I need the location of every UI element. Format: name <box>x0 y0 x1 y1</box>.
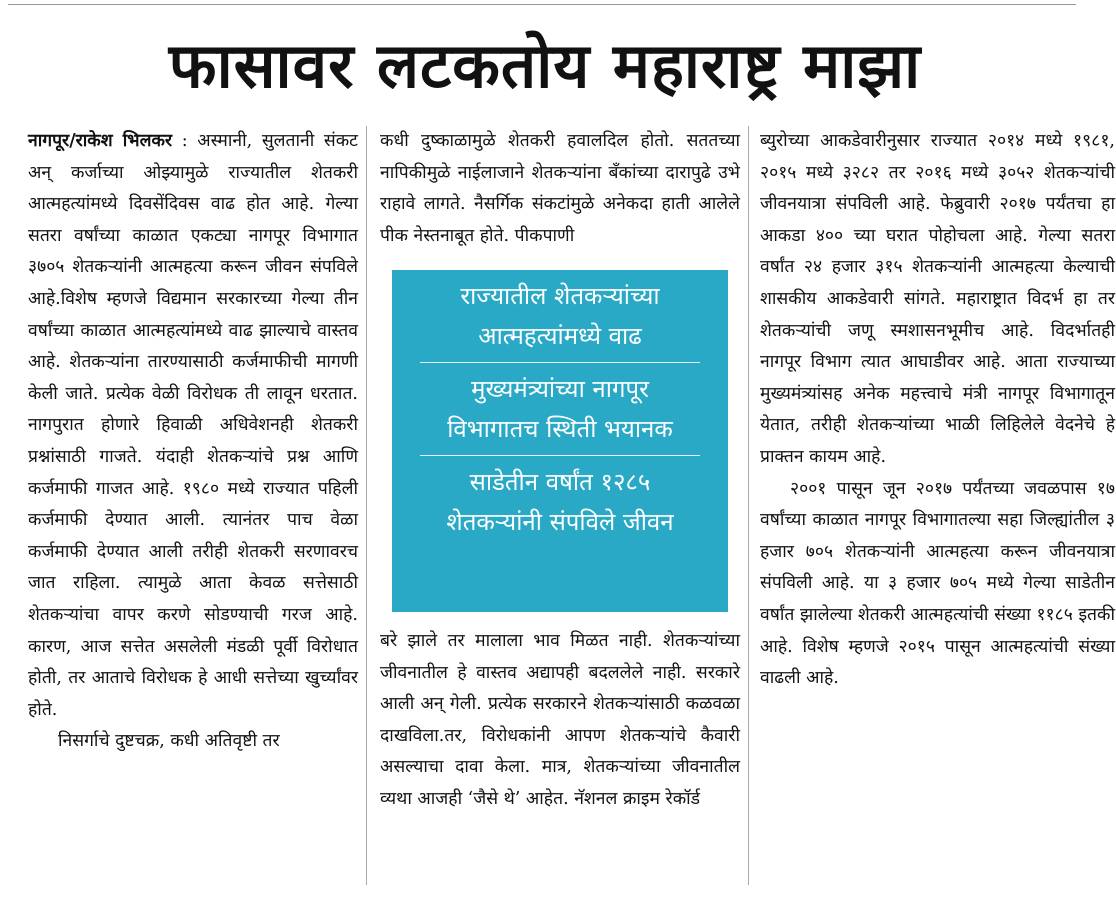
highlight-line: विभागातच स्थिती भयानक <box>447 415 673 443</box>
highlight-box <box>392 270 728 612</box>
paragraph: ब्युरोच्या आकडेवारीनुसार राज्यात २०१४ मध्ये १९८१, २०१५ मध्ये ३२८२ तर २०१६ मध्ये ३०५२ शेतकऱ्यांची जीवनयात्रा संपविली आहे. फेब्रुवारी २०१७ पर्यंतचा हा आकडा ४०० च्या घरात पोहोचला आहे. गेल्या सतरा वर्षांत २४ हजार ३१५ शेतकऱ्यांनी आत्महत्या केल्याची शासकीय आकडेवारी सांगते. महाराष्ट्रात विदर्भ हा तर शेतकऱ्यांची जणू स्मशासनभूमीच आहे. विदर्भातही नागपूर विभाग त्यात आघाडीवर आहे. आता राज्याच्या मुख्यमंत्र्यांसह अनेक महत्त्वाचे मंत्री नागपूर विभागातून येतात, तरीही शेतकऱ्यांच्या भाळी लिहिलेले वेदनेचे हे प्राक्तन कायम आहे. <box>760 131 1115 467</box>
paragraph <box>28 126 358 726</box>
highlight-line: शेतकऱ्यांनी संपविले जीवन <box>446 508 674 536</box>
highlight-line: आत्महत्यांमध्ये वाढ <box>478 322 642 350</box>
highlight-line: मुख्यमंत्र्यांच्या नागपूर <box>471 375 649 403</box>
dateline: नागपूर/राकेश भिलकर <box>28 131 173 151</box>
column-divider <box>748 126 749 885</box>
column-divider <box>366 126 367 885</box>
paragraph: निसर्गाचे दुष्टचक्र, कधी अतिवृष्टी तर <box>58 731 280 752</box>
top-rule <box>8 4 1076 5</box>
highlight-line: साडेतीन वर्षांत १२८५ <box>469 468 651 496</box>
headline: फासावर लटकतोय महाराष्ट्र माझा <box>168 29 922 102</box>
highlight-divider <box>420 362 700 363</box>
paragraph: बरे झाले तर मालाला भाव मिळत नाही. शेतकऱ्यांच्या जीवनातील हे वास्तव अद्यापही बदललेले नाही. सरकारे आली अन् गेली. प्रत्येक सरकारने शेतकऱ्यांसाठी कळवळा दाखविला.तर, विरोधकांनी आपण शेतकऱ्यांचे कैवारी असल्याचा दावा केला. मात्र, शेतकऱ्यांच्या जीवनातील व्यथा आजही ‘जैसे थे’ आहेत. नॅशनल क्राइम रेकॉर्ड <box>380 631 740 809</box>
paragraph: कधी दुष्काळामुळे शेतकरी हवालदिल होतो. सततच्या नापिकीमुळे नाईलाजाने शेतकऱ्यांना बँकांच्या दारापुढे उभे राहावे लागते. नैसर्गिक संकटांमुळे अनेकदा हाती आलेले पीक नेस्तनाबूत होते. पीकपाणी <box>380 131 740 246</box>
article-column-3 <box>760 126 1115 897</box>
highlight-line: राज्यातील शेतकऱ्यांच्या <box>460 282 660 310</box>
paragraph: २००१ पासून जून २०१७ पर्यंतच्या जवळपास १७ वर्षांच्या काळात नागपूर विभागातल्या सहा जिल्ह्यांतील ३ हजार ७०५ शेतकऱ्यांनी आत्महत्या करून जीवनयात्रा संपविली आहे. या ३ हजार ७०५ मध्ये गेल्या साडेतीन वर्षांत झालेल्या शेतकरी आत्महत्यांची संख्या ११८५ इतकी आहे. विशेष म्हणजे २०१५ पासून आत्महत्यांची संख्या वाढली आहे. <box>760 478 1115 689</box>
highlight-divider <box>420 455 700 456</box>
article-column-2 <box>380 126 740 897</box>
article-column-1 <box>28 126 358 897</box>
paragraph-text: : अस्मानी, सुलतानी संकट अन् कर्जाच्या ओझ्यामुळे राज्यातील शेतकरी आत्महत्यांमध्ये दिवसेंदिवस वाढ होत आहे. गेल्या सतरा वर्षांच्या काळात एकट्या नागपूर विभागात ३७०५ शेतकऱ्यांनी आत्महत्या करून जीवन संपविले आहे.विशेष म्हणजे विद्यमान सरकारच्या गेल्या तीन वर्षांच्या काळात आत्महत्यांमध्ये वाढ झाल्याचे वास्तव आहे. शेतकऱ्यांना तारण्यासाठी कर्जमाफीची मागणी केली जाते. प्रत्येक वेळी विरोधक ती लावून धरतात. नागपुरात होणारे हिवाळी अधिवेशनही शेतकरी प्रश्नांसाठी गाजते. यंदाही शेतकऱ्यांचे प्रश्न आणि कर्जमाफी गाजत आहे. १९८० मध्ये राज्यात पहिली कर्जमाफी देण्यात आली. त्यानंतर पाच वेळा कर्जमाफी देण्यात आली तरीही शेतकरी सरणावरच जात राहिला. त्यामुळे आता केवळ सत्तेसाठी शेतकऱ्यांचा वापर करणे सोडण्याची गरज आहे. कारण, आज सत्तेत असलेली मंडळी पूर्वी विरोधात होती, तर आताचे विरोधक हे आधी सत्तेच्या खुर्च्यांवर होते. <box>28 131 358 720</box>
